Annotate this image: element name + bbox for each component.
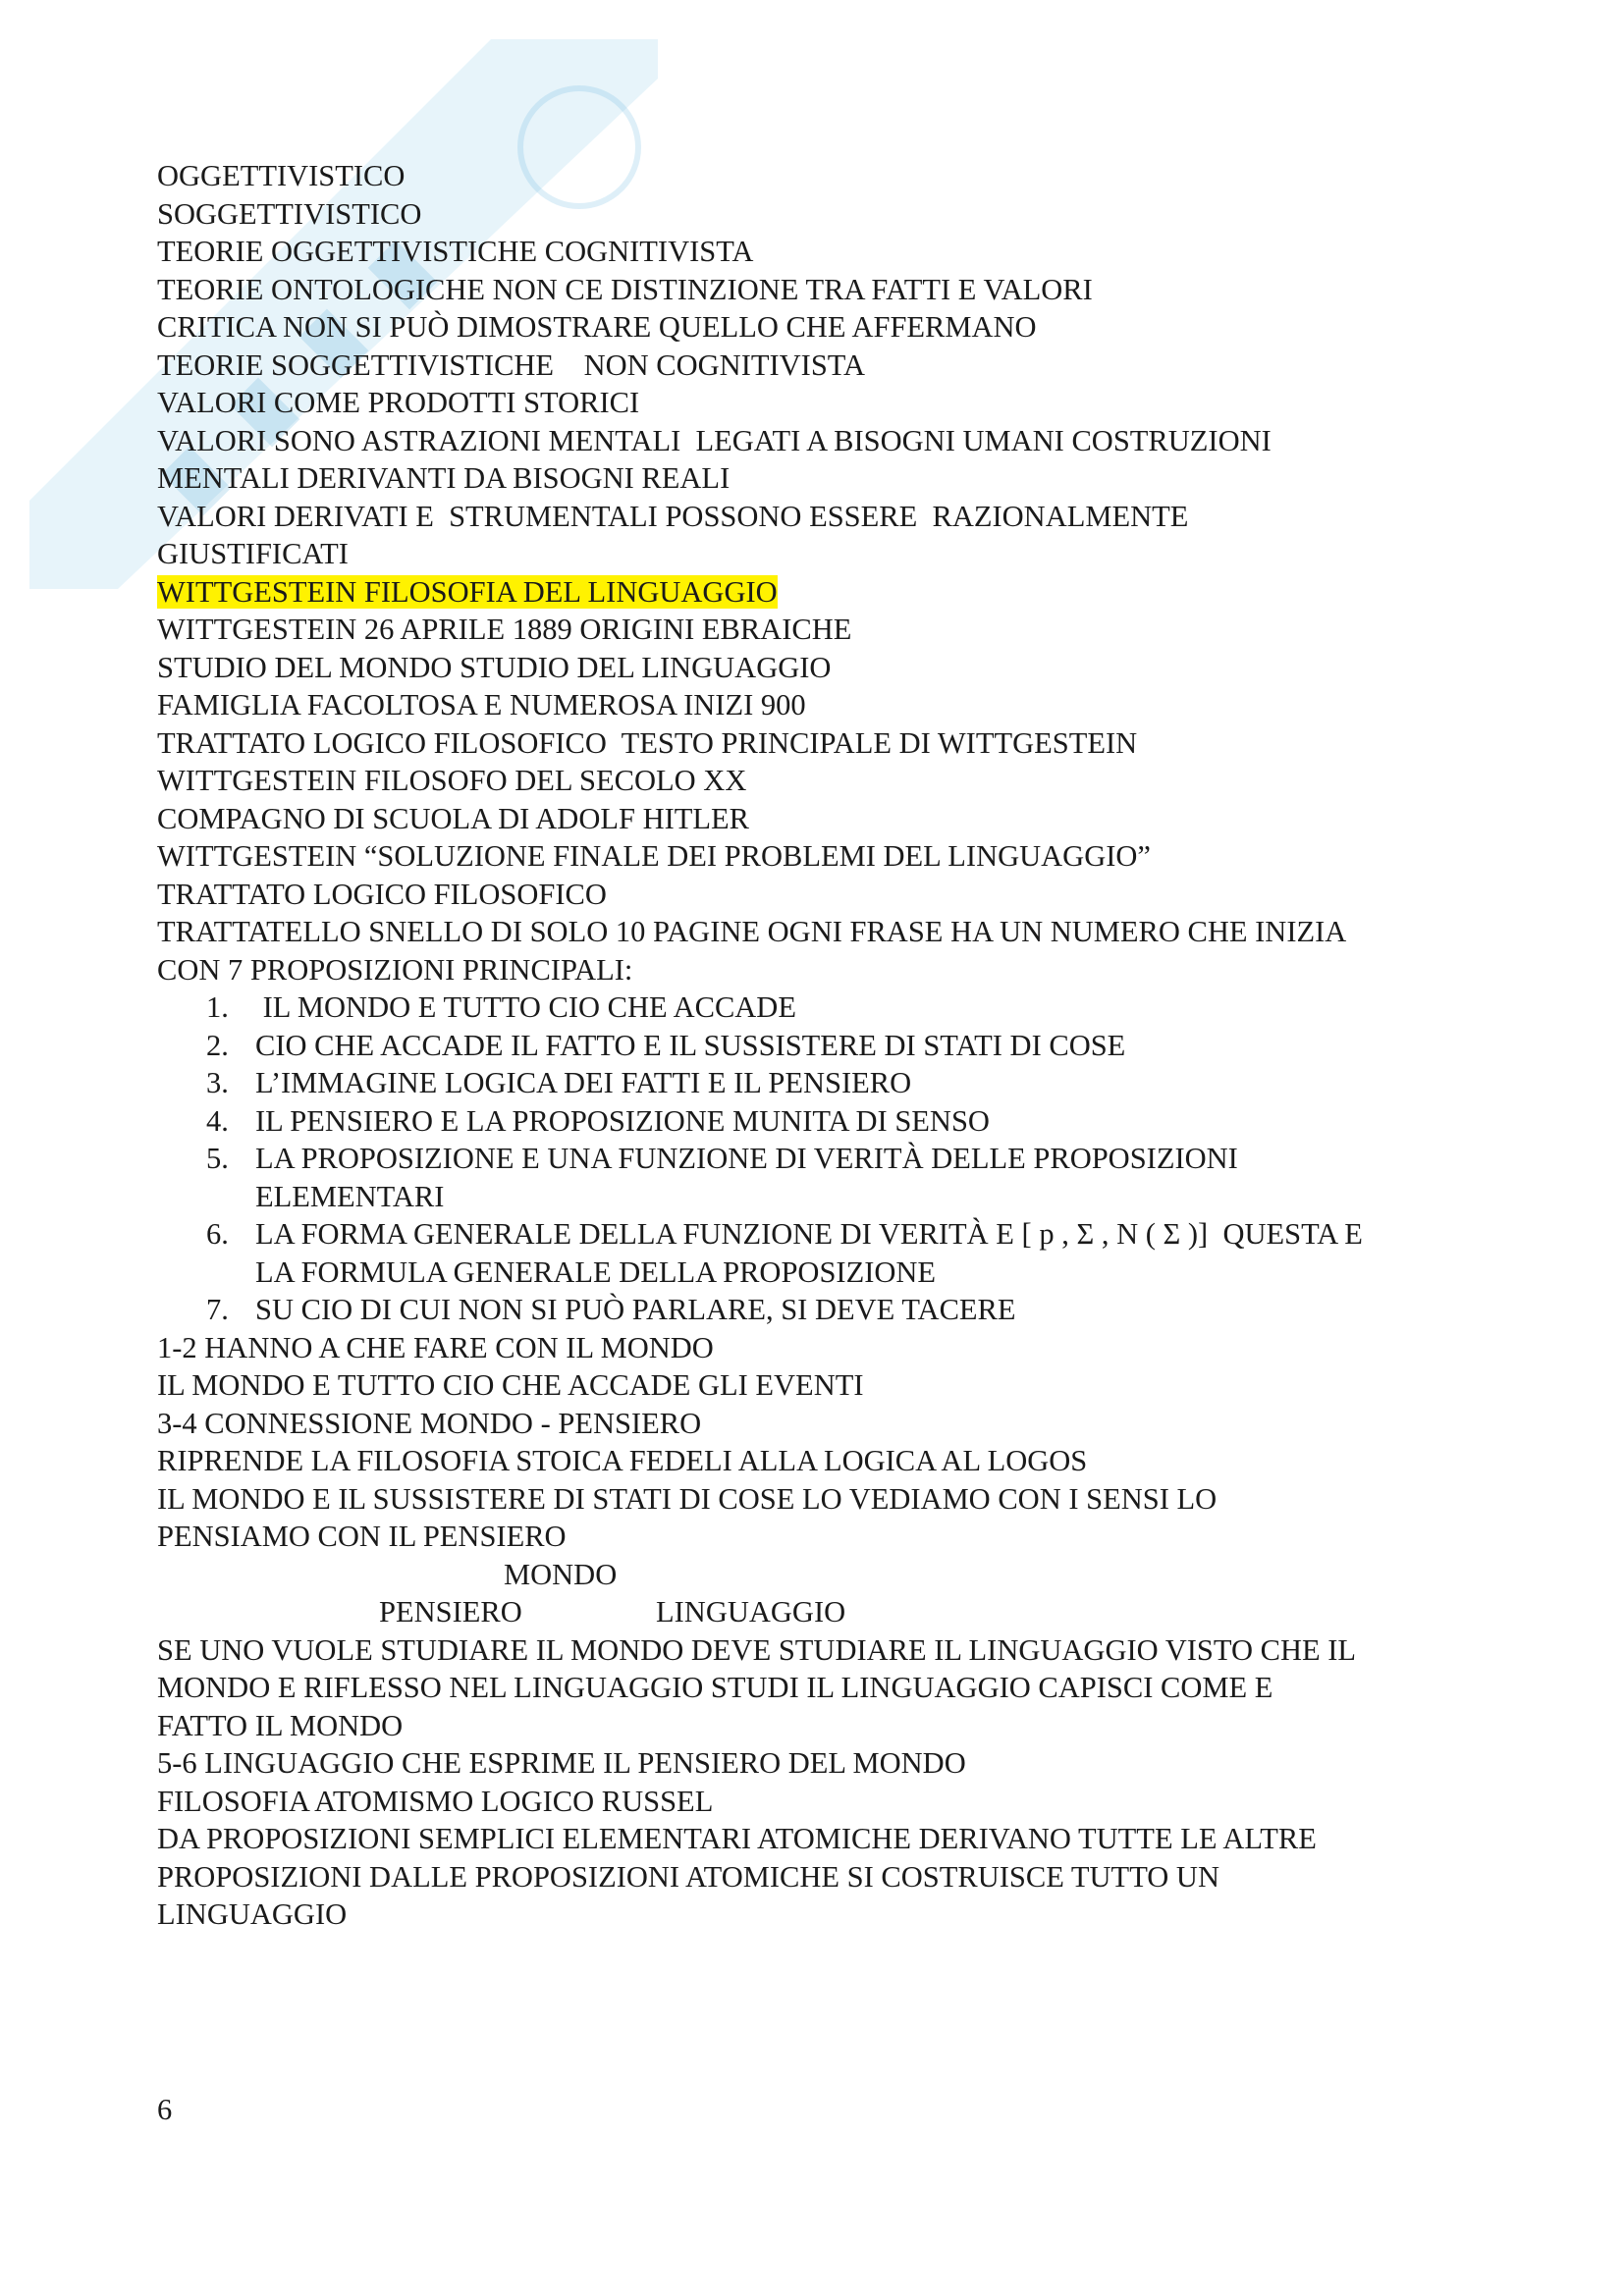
text-line: TRATTATO LOGICO FILOSOFICO TESTO PRINCIPALE DI WITTGESTEIN	[157, 725, 1138, 760]
list-item: IL PENSIERO E LA PROPOSIZIONE MUNITA DI SENSO	[255, 1103, 990, 1138]
text-line: FAMIGLIA FACOLTOSA E NUMEROSA INIZI 900	[157, 688, 806, 721]
diagram-label-pensiero: PENSIERO	[379, 1595, 522, 1629]
list-item: SU CIO DI CUI NON SI PUÒ PARLARE, SI DEVE TACERE	[255, 1293, 1016, 1326]
text-line: PROPOSIZIONI DALLE PROPOSIZIONI ATOMICHE SI COSTRUISCE TUTTO UN	[157, 1859, 1219, 1894]
text-line: IL MONDO E IL SUSSISTERE DI STATI DI COSE LO VEDIAMO CON I SENSI LO	[157, 1481, 1218, 1516]
text-line: TEORIE OGGETTIVISTICHE COGNITIVISTA	[157, 235, 754, 268]
text-line: VALORI SONO ASTRAZIONI MENTALI LEGATI A BISOGNI UMANI COSTRUZIONI	[157, 423, 1272, 457]
text-line: STUDIO DEL MONDO STUDIO DEL LINGUAGGIO	[157, 650, 832, 684]
text-line: IL MONDO E TUTTO CIO CHE ACCADE GLI EVENTI	[157, 1368, 864, 1402]
list-number: 2.	[206, 1028, 229, 1062]
page-number: 6	[157, 2093, 173, 2126]
list-number: 4.	[206, 1103, 229, 1138]
text-line: COMPAGNO DI SCUOLA DI ADOLF HITLER	[157, 801, 749, 835]
text-line: FILOSOFIA ATOMISMO LOGICO RUSSEL	[157, 1784, 714, 1818]
list-item: L’IMMAGINE LOGICA DEI FATTI E IL PENSIERO	[255, 1066, 912, 1099]
text-line: WITTGESTEIN “SOLUZIONE FINALE DEI PROBLEMI DEL LINGUAGGIO”	[157, 839, 1151, 873]
list-number: 3.	[206, 1066, 229, 1099]
section-heading	[157, 573, 778, 611]
text-line: OGGETTIVISTICO	[157, 159, 406, 192]
text-line: TEORIE SOGGETTIVISTICHE NON COGNITIVISTA	[157, 347, 865, 382]
diagram-label-linguaggio: LINGUAGGIO	[656, 1595, 846, 1629]
list-number: 5.	[206, 1142, 229, 1175]
text-line: MONDO E RIFLESSO NEL LINGUAGGIO STUDI IL LINGUAGGIO CAPISCI COME E	[157, 1671, 1273, 1704]
text-line: SOGGETTIVISTICO	[157, 196, 422, 231]
text-line: VALORI COME PRODOTTI STORICI	[157, 386, 640, 419]
list-item-continuation: LA FORMULA GENERALE DELLA PROPOSIZIONE	[255, 1255, 937, 1289]
list-item: LA PROPOSIZIONE E UNA FUNZIONE DI VERITÀ DELLE PROPOSIZIONI	[255, 1142, 1238, 1175]
text-line: VALORI DERIVATI E STRUMENTALI POSSONO ESSERE RAZIONALMENTE	[157, 499, 1189, 533]
text-line: MENTALI DERIVANTI DA BISOGNI REALI	[157, 461, 731, 495]
text-line: PENSIAMO CON IL PENSIERO	[157, 1520, 567, 1553]
text-line: CRITICA NON SI PUÒ DIMOSTRARE QUELLO CHE AFFERMANO	[157, 310, 1037, 344]
text-line: 5-6 LINGUAGGIO CHE ESPRIME IL PENSIERO DEL MONDO	[157, 1746, 966, 1780]
text-line: GIUSTIFICATI	[157, 537, 349, 570]
text-line: SE UNO VUOLE STUDIARE IL MONDO DEVE STUDIARE IL LINGUAGGIO VISTO CHE IL	[157, 1632, 1357, 1667]
list-number: 7.	[206, 1293, 229, 1326]
text-line: CON 7 PROPOSIZIONI PRINCIPALI:	[157, 952, 633, 987]
diagram-label-mondo: MONDO	[504, 1557, 618, 1591]
text-line: WITTGESTEIN FILOSOFO DEL SECOLO XX	[157, 764, 747, 797]
highlighted-heading-text: WITTGESTEIN FILOSOFIA DEL LINGUAGGIO	[157, 574, 778, 609]
list-number: 6.	[206, 1217, 229, 1251]
text-line: FATTO IL MONDO	[157, 1708, 404, 1742]
list-item: IL MONDO E TUTTO CIO CHE ACCADE	[255, 990, 796, 1024]
list-number: 1.	[206, 990, 229, 1024]
text-line: RIPRENDE LA FILOSOFIA STOICA FEDELI ALLA LOGICA AL LOGOS	[157, 1444, 1088, 1477]
text-line: 3-4 CONNESSIONE MONDO - PENSIERO	[157, 1406, 702, 1440]
text-line: DA PROPOSIZIONI SEMPLICI ELEMENTARI ATOMICHE DERIVANO TUTTE LE ALTRE	[157, 1822, 1317, 1855]
text-line: TEORIE ONTOLOGICHE NON CE DISTINZIONE TRA FATTI E VALORI	[157, 272, 1093, 306]
list-item-continuation: ELEMENTARI	[255, 1179, 445, 1213]
text-line: TRATTATO LOGICO FILOSOFICO	[157, 877, 607, 911]
list-item: CIO CHE ACCADE IL FATTO E IL SUSSISTERE DI STATI DI COSE	[255, 1028, 1126, 1062]
list-item: LA FORMA GENERALE DELLA FUNZIONE DI VERITÀ E [ p , Σ , N ( Σ )] QUESTA E	[255, 1217, 1363, 1251]
text-line: 1-2 HANNO A CHE FARE CON IL MONDO	[157, 1330, 714, 1364]
text-line: WITTGESTEIN 26 APRILE 1889 ORIGINI EBRAICHE	[157, 613, 852, 646]
text-line: TRATTATELLO SNELLO DI SOLO 10 PAGINE OGNI FRASE HA UN NUMERO CHE INIZIA	[157, 915, 1347, 948]
text-line: LINGUAGGIO	[157, 1897, 348, 1931]
